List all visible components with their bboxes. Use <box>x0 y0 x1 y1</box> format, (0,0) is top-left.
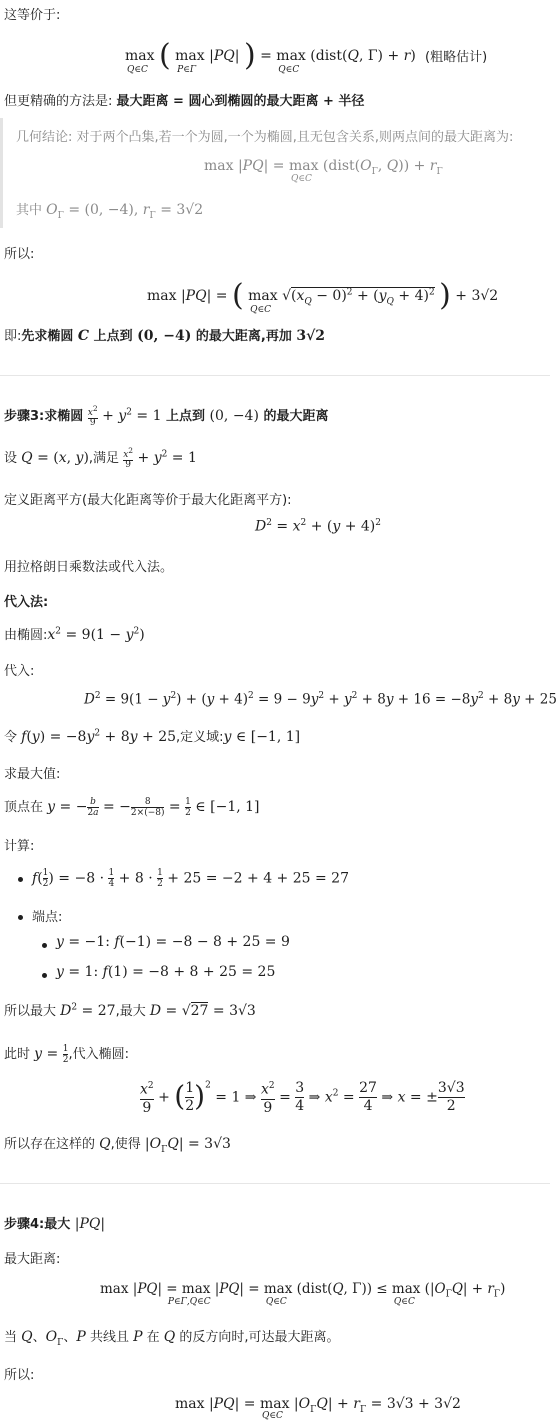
from-ellipse: 由椭圆$:x^2 = 9(1 - y^2)$ <box>4 626 145 643</box>
bullet-marker <box>18 877 23 882</box>
sub-bullet-marker <box>42 973 47 978</box>
define-text: 定义距离平方(最大化距离等价于最大化距离平方): <box>4 493 292 508</box>
ie-line <box>4 325 325 344</box>
max-d: 所以最大 $D^2 = 27$,最大 D = √27 = 3√3 <box>4 1002 256 1019</box>
exists: 所以存在这样的 Q,使得 $|O_\Gamma Q| = 3√3$ <box>4 1136 231 1155</box>
bullet-f-half: f(1 2 ) = −8 · 1 4 + 8 · 1 2 + 25 = −2 + 4 + 25 = 27 <box>32 868 349 889</box>
formula-final: max |PQ| = max Q∈C $|O_\Gamma Q| + r_\Gamma = 3√3 + 3√2$ <box>175 1396 461 1421</box>
at-y: 此时 y = 1 2 ,代入椭圆: <box>4 1043 129 1065</box>
formula-so: max |PQ| = ( max Q∈C $√(x_Q - 0)^2 + (y_Q + 4)^2$ ) + 3√2 <box>147 278 499 315</box>
formula-equivalence: max Q∈C ( max P∈Γ |PQ| ) = max Q∈C (dist(Q, Γ) + r) <box>125 38 416 75</box>
sub-bullet-minus-one: y = −1: f(−1) = −8 − 8 + 25 = 9 <box>56 934 290 950</box>
method-text: 用拉格朗日乘数法或代入法。 <box>4 560 174 575</box>
sub-bullet-one: y = 1: f(1) = −8 + 8 + 25 = 25 <box>56 964 276 980</box>
ie-prefix: 即: <box>4 329 22 344</box>
sub-bullet-marker <box>42 943 47 948</box>
maxdist-label: 最大距离: <box>4 1252 61 1267</box>
geo-formula: max |PQ| = max Q∈C ($dist(O_\Gamma$, $Q)) + r_\Gamma$ <box>204 158 443 184</box>
set-q: 设 Q = (x, y),满足 $x^2$ 9 + $y^2 = 1$ <box>4 446 197 470</box>
step4-title: 步骤4:最大 |PQ| <box>4 1216 106 1232</box>
geo-text: 对于两个凸集,若一个为圆,一个为椭圆,且无包含关系,则两点间的最大距离为: <box>76 130 514 145</box>
geo-conclusion-line <box>16 126 513 145</box>
find-max: 求最大值: <box>4 767 61 782</box>
vertex: 顶点在 $y = -\frac{b}{2a}$ = − 8 2×(−8) = 1 2 ∈ [−1, 1] <box>4 796 260 818</box>
geo-where-math: $O_\Gamma = (0$, −4), $r_\Gamma = 3√2$ <box>46 202 204 221</box>
geo-where: 其中 <box>16 203 43 218</box>
precise-prefix: 但更精确的方法是: <box>4 94 113 109</box>
so-label: 所以: <box>4 247 35 262</box>
geo-where-line <box>16 199 203 221</box>
ie-text: 先求椭圆 C 上点到 (0, −4) 的最大距离,再加 3√2 <box>21 328 326 344</box>
formula-max: max |PQ| = max P∈Γ,Q∈C |PQ| = max Q∈C (dist(Q, Γ)) ≤ max Q∈C $(|O_\Gamma Q| + r_\Gamma)$ <box>100 1281 506 1307</box>
formula-equivalence-note: (粗略估计) <box>425 50 488 65</box>
bullet-endpoints: 端点: <box>32 910 63 925</box>
bullet-marker <box>18 915 23 920</box>
divider <box>0 1183 550 1184</box>
subst-title: 代入法: <box>4 595 49 610</box>
subst-label: 代入: <box>4 664 35 679</box>
precise-line <box>4 90 364 109</box>
precise-bold: 最大距离 = 圆心到椭圆的最大距离 + 半径 <box>116 94 365 109</box>
step3-title: 步骤3:求椭圆 $x^2$ 9 + $y^2 = 1$ 上点到 (0, −4) 的最大距离 <box>4 404 329 428</box>
formula-subst: $D^2 = 9(1 - y^2) + (y + 4)^2 = 9 - 9y^2 + y^2 + 8y + 16 = -8y^2 + 8y + 25$ <box>84 691 557 708</box>
divider <box>0 375 550 376</box>
so-label-2: 所以: <box>4 1368 35 1383</box>
intro-label: 这等价于: <box>4 8 61 23</box>
let-f: 令 $f(y) = -8y^2 + 8y + 25$,定义域:y ∈ [−1, 1] <box>4 728 301 745</box>
formula-x: $x^2$ 9 + (1 2 )$^2$ = 1 ⇒ $x^2$ 9 = 3 4 ⇒ $x^2 = 27$ 4 ⇒ x = ±3√3 2 <box>140 1079 465 1116</box>
blockquote-bar <box>0 118 3 228</box>
formula-d2: $D^2 = x^2 + (y + 4)^2$ <box>255 518 381 535</box>
geo-title: 几何结论: <box>16 130 73 145</box>
compute: 计算: <box>4 839 35 854</box>
collinear: 当 Q、$O_\Gamma$、P 共线且 P 在 Q 的反方向时,可达最大距离。 <box>4 1329 340 1348</box>
